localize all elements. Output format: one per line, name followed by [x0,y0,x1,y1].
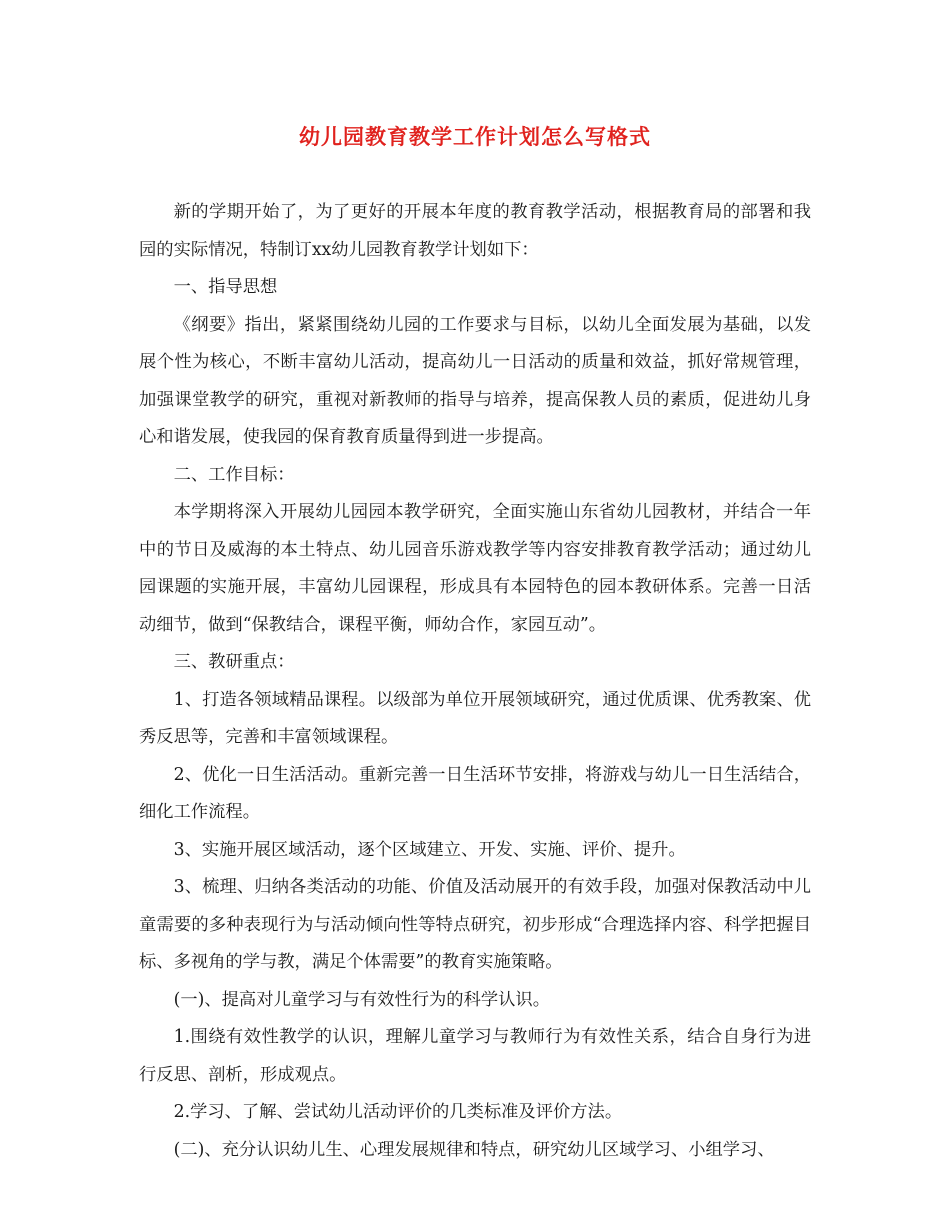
paragraph-sub-1-2: 2.学习、了解、尝试幼儿活动评价的几类标准及评价方法。 [173,1102,623,1122]
heading-guiding-ideology: 一、指导思想 [173,277,278,297]
paragraph-focus-2: 2、优化一日生活活动。重新完善一日生活环节安排，将游戏与幼儿一日生活结合，细化工作流程。 [139,764,811,822]
subheading-2: (二)、充分认识幼儿生、心理发展规律和特点，研究幼儿区域学习、小组学习、 [173,1139,775,1160]
document-body [139,194,811,1169]
subheading-1: (一)、提高对儿童学习与有效性行为的科学认识。 [173,989,550,1010]
paragraph-guiding-ideology: 《纲要》指出，紧紧围绕幼儿园的工作要求与目标，以幼儿全面发展为基础，以发展个性为核心，不断丰富幼儿活动，提高幼儿一日活动的质量和效益，抓好常规管理，加强课堂教学的研究，重视对新教师的指导与培养，提高保教人员的素质，促进幼儿身心和谐发展，使我园的保育教育质量得到进一步提高。 [139,314,811,447]
paragraph-intro: 新的学期开始了，为了更好的开展本年度的教育教学活动，根据教育局的部署和我园的实际情况，特制订xx幼儿园教育教学计划如下： [139,202,811,260]
heading-work-goals: 二、工作目标： [173,464,295,485]
document-title: 幼儿园教育教学工作计划怎么写格式 [299,124,651,149]
paragraph-focus-3b: 3、梳理、归纳各类活动的功能、价值及活动展开的有效手段，加强对保教活动中儿童需要的多种表现行为与活动倾向性等特点研究，初步形成“合理选择内容、科学把握目标、多视角的学与教，满足个体需要”的教育实施策略。 [139,877,811,972]
heading-research-focus: 三、教研重点： [173,652,295,672]
paragraph-focus-1: 1、打造各领域精品课程。以级部为单位开展领域研究，通过优质课、优秀教案、优秀反思等，完善和丰富领域课程。 [139,689,811,747]
paragraph-focus-3a: 3、实施开展区域活动，逐个区域建立、开发、实施、评价、提升。 [173,839,686,860]
paragraph-sub-1-1: 1.围绕有效性教学的认识，理解儿童学习与教师行为有效性关系，结合自身行为进行反思、剖析，形成观点。 [139,1027,811,1085]
paragraph-work-goals: 本学期将深入开展幼儿园园本教学研究，全面实施山东省幼儿园教材，并结合一年中的节日及威海的本土特点、幼儿园音乐游戏教学等内容安排教育教学活动；通过幼儿园课题的实施开展，丰富幼儿园课程，形成具有本园特色的园本教研体系。完善一日活动细节，做到“保教结合，课程平衡，师幼合作，家园互动”。 [139,502,811,635]
